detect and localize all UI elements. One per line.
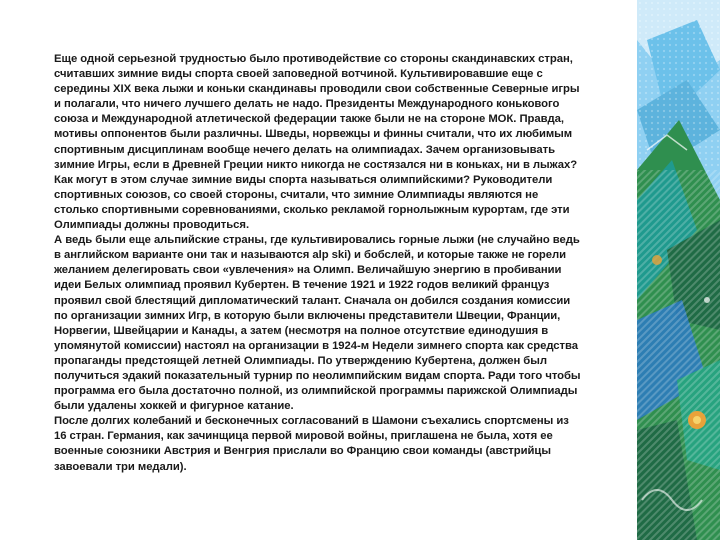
paragraph-1: Еще одной серьезной трудностью было противодействие со стороны скандинавских стран, считавших зимние виды спорта своей заповедной вотчиной. Культивировавшие еще с середины XIX века лыжи и коньки скандинавы проводили свои собственные Северные игры и полагали, что ничего лучшего делать не надо. Президенты Международного конькового союза и Международной атлетической федерации также были не на стороне МОК. Правда, мотивы оппонентов были различны. Шведы, норвежцы и финны считали, что их любимым спортивным дисциплинам вообще нечего делать на олимпиадах. Зачем организовывать зимние Игры, если в Древней Греции никто никогда не состязался ни в коньках, ни в лыжах? Как могут в этом случае зимние виды спорта называться олимпийскими? Руководители спортивных союзов, со своей стороны, считали, что зимние Олимпиады являются не столько спортивными соревнованиями, сколько рекламой горнолыжным курортам, где эти Олимпиады должны проводиться. — [54, 53, 580, 232]
paragraph-2: А ведь были еще альпийские страны, где культивировались горные лыжи (не случайно ведь в английском варианте они так и называются alp ski) и бобслей, и которые также не горели желанием делегировать свои «увлечения» на Олимп. Величайшую энергию в пробивании идеи Белых олимпиад проявил Кубертен. В течение 1921 и 1922 годов великий француз проявил свой блестящий дипломатический талант. Сначала он добился создания комиссии по организации зимних Игр, в которую были включены представители Швеции, Франции, Норвегии, Швейцарии и Канады, а затем (несмотря на полное отсутствие единодушия в упомянутой комиссии) настоял на организации в 1924-м Недели зимнего спорта как средства пропаганды предстоящей летней Олимпиады. По утверждению Кубертена, должен был получиться эдакий показательный турнир по неолимпийским видам спорта. Ради того чтобы программа его была достаточно полной, из олимпийской программы парижской Олимпиады были удалены хоккей и фигурное катание. — [54, 234, 581, 413]
paragraph-3: После долгих колебаний и бесконечных согласований в Шамони съехались спортсмены из 16 стран. Германия, как зачинщица первой мировой войны, приглашена не была, хотя ее военные союзники Австрия и Венгрия прислали во Францию свои команды (австрийцы завоевали три медали). — [54, 415, 569, 473]
body-text — [54, 52, 582, 475]
decorative-pattern-panel — [637, 0, 720, 540]
sochi-patchwork-pattern — [637, 0, 720, 540]
